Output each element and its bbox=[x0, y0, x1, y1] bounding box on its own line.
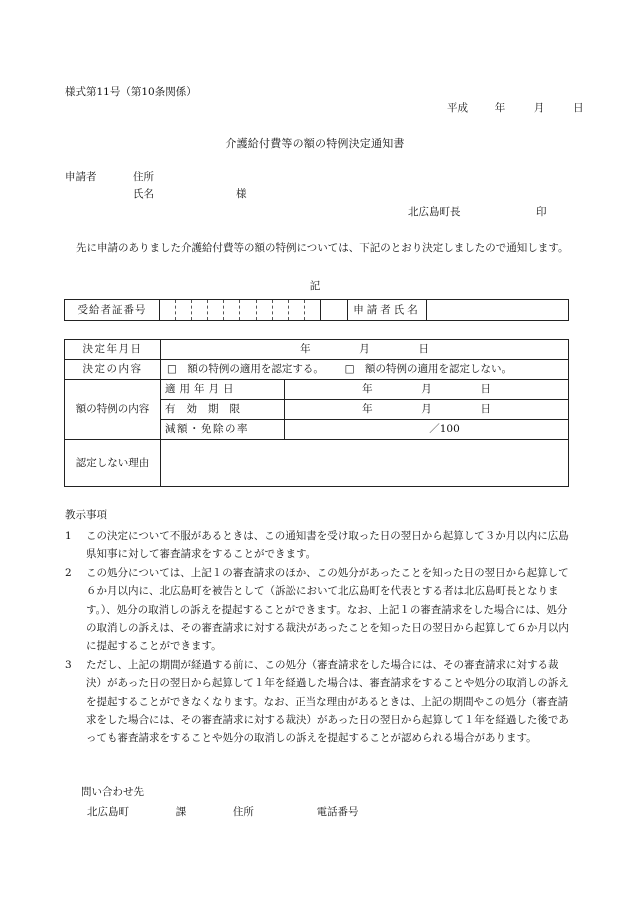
approve-checkbox[interactable]: □ 額の特例の適用を認定する。 bbox=[167, 363, 324, 376]
intro-paragraph: 先に申請のありました介護給付費等の額の特例については、下記のとおり決定しましたので通知します。 bbox=[76, 242, 569, 254]
contact-section: 課 bbox=[175, 806, 187, 818]
decision-content-label: 決定の内容 bbox=[65, 360, 161, 380]
applicant-name-field[interactable] bbox=[427, 300, 569, 321]
expiry-month: 月 bbox=[421, 403, 432, 416]
reason-field[interactable] bbox=[161, 440, 569, 487]
notes-heading: 教示事項 bbox=[65, 509, 107, 521]
decision-date-field[interactable] bbox=[161, 340, 569, 360]
ki-heading: 記 bbox=[309, 280, 321, 292]
issuer-mayor: 北広島町長 bbox=[408, 206, 461, 218]
application-date-label: 適用年月日 bbox=[161, 380, 285, 400]
application-date-field[interactable] bbox=[285, 380, 569, 400]
form-number: 様式第11号（第10条関係） bbox=[65, 86, 197, 98]
expiry-day: 日 bbox=[480, 403, 491, 416]
rate-field[interactable]: ／100 bbox=[285, 420, 569, 440]
contact-phone: 電話番号 bbox=[316, 806, 359, 818]
date-era: 平成 bbox=[447, 102, 468, 114]
date-month: 月 bbox=[533, 102, 545, 114]
expiry-date-label: 有効期限 bbox=[161, 400, 285, 420]
note-text: ただし、上記の期間が経過する前に、この処分（審査請求をした場合には、その審査請求に対する裁決）があった日の翌日から起算して１年を経過した場合は、審査請求をすることや処分の取消しの訴えを提起することができなくなります。なお、正当な理由があるときは、上記の期間やこの処分（審査請求をした場合には、その審査請求に対する裁決）があった日の翌日から起算して１年を経過した後であっても審査請求をすることや処分の取消しの訴えを提起することが認められる場合があります。 bbox=[86, 658, 569, 745]
issue-date bbox=[447, 102, 584, 115]
digit-box bbox=[224, 300, 240, 320]
expiry-date-field[interactable] bbox=[285, 400, 569, 420]
contact-line bbox=[87, 806, 359, 819]
reject-checkbox[interactable]: □ 額の特例の適用を認定しない。 bbox=[344, 363, 513, 376]
special-content-label: 額の特例の内容 bbox=[65, 380, 161, 440]
digit-box bbox=[257, 300, 273, 320]
applicant-label: 申請者 bbox=[65, 171, 97, 183]
applicant-name-label: 氏名 bbox=[133, 188, 154, 200]
honorific: 様 bbox=[236, 188, 247, 200]
application-month: 月 bbox=[421, 383, 432, 396]
decision-month: 月 bbox=[359, 343, 370, 356]
applicant-name-header: 申請者氏名 bbox=[348, 300, 427, 321]
note-number: 3 bbox=[65, 658, 72, 671]
digit-box bbox=[289, 300, 305, 320]
contact-heading: 問い合わせ先 bbox=[81, 786, 144, 798]
note-number: 1 bbox=[65, 530, 72, 542]
digit-box bbox=[208, 300, 224, 320]
reason-label: 認定しない理由 bbox=[65, 440, 161, 487]
decision-date-label: 決定年月日 bbox=[65, 340, 161, 360]
contact-address: 住所 bbox=[232, 806, 254, 818]
note-item bbox=[65, 656, 570, 748]
digit-box bbox=[273, 300, 289, 320]
date-year: 年 bbox=[494, 102, 506, 114]
date-day: 日 bbox=[573, 102, 584, 114]
application-year: 年 bbox=[362, 383, 373, 396]
note-item bbox=[65, 527, 570, 564]
recipient-table bbox=[64, 299, 569, 321]
decision-year: 年 bbox=[300, 343, 311, 356]
note-item bbox=[65, 564, 570, 656]
note-text: この決定について不服があるときは、この通知書を受け取った日の翌日から起算して３か月以内に広島県知事に対して審査請求をすることができます。 bbox=[86, 530, 569, 561]
recipient-id-label: 受給者証番号 bbox=[65, 300, 160, 321]
application-day: 日 bbox=[480, 383, 491, 396]
applicant-address-label: 住所 bbox=[133, 171, 154, 183]
decision-day: 日 bbox=[418, 343, 429, 356]
decision-content-options bbox=[161, 360, 569, 380]
note-number: 2 bbox=[65, 566, 72, 579]
recipient-id-field[interactable] bbox=[160, 300, 321, 321]
expiry-year: 年 bbox=[362, 403, 373, 416]
contact-town: 北広島町 bbox=[87, 806, 129, 818]
digit-box bbox=[160, 300, 176, 320]
digit-box bbox=[240, 300, 256, 320]
note-text: この処分については、上記１の審査請求のほか、この処分があったことを知った日の翌日から起算して６か月以内に、北広島町を被告として（訴訟において北広島町を代表とする者は北広島町長となります。）、処分の取消しの訴えを提起することができます。なお、上記１の審査請求をした場合には、処分の取消しの訴えは、その審査請求に対する裁決があったことを知った日の翌日から起算して６か月以内に提起することができます。 bbox=[86, 566, 569, 653]
seal-mark: 印 bbox=[536, 206, 547, 218]
rate-label: 減額・免除の率 bbox=[161, 420, 285, 440]
document-title: 介護給付費等の額の特例決定通知書 bbox=[225, 137, 405, 150]
digit-box bbox=[192, 300, 208, 320]
notes-list bbox=[65, 527, 570, 748]
digit-box bbox=[305, 300, 320, 320]
digit-box bbox=[176, 300, 192, 320]
decision-table bbox=[64, 339, 569, 487]
